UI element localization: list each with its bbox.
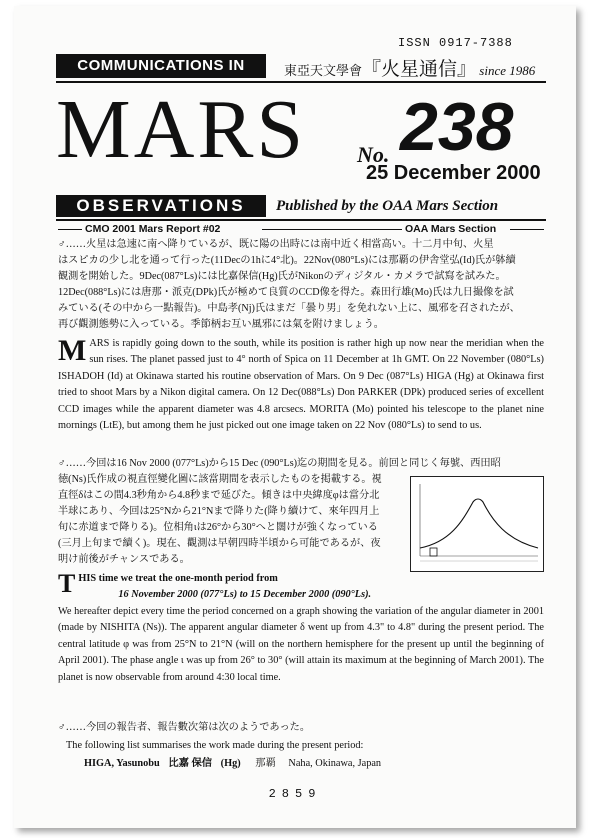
jp2-line: (三月上旬まで續く)。現在、觀測は早朝四時半頃から可能であるが、夜 [58, 538, 381, 549]
jp2-line: 直徑δはこの間4.3秒角から4.8秒まで延びた。傾きは中央緯度φは當分北 [58, 490, 380, 501]
jp1-line: 観測を開始した。9Dec(087°Ls)には比嘉保信(Hg)氏がNikonのディジタル・カメラで試寫を試みた。 [58, 271, 506, 282]
en2-lead: HIS time we treat the one-month period from [78, 573, 278, 584]
communications-banner: COMMUNICATIONS IN [56, 54, 266, 78]
observer-name-en: HIGA, Yasunobu [84, 758, 160, 769]
observer-entry [84, 756, 544, 772]
jp2-line: 明け前後がチャンスである。 [58, 554, 190, 565]
published-by: Published by the OAA Mars Section [276, 198, 499, 214]
issue-number: 238 [400, 89, 514, 165]
jp2-line: ♂‥‥‥今回は16 Nov 2000 (077°Ls)から15 Dec (090°Ls)迄の期間を見る。前回と同じく毎號、西田昭 [58, 458, 501, 469]
japanese-title [284, 54, 535, 81]
en3-text: The following list summarises the work made during the present period: [66, 740, 364, 751]
jp1-line: 12Dec(088°Ls)には唐那・派克(DPk)氏が極めて良質のCCD像を得た。森田行雄(Mo)氏は九日撮像を試 [58, 287, 514, 298]
en2-period: 16 November 2000 (077°Ls) to 15 December 2000 (090°Ls). [118, 589, 372, 601]
en2-text: We hereafter depict every time the period concerned on a graph showing the variation of the angular diameter in 2001 (made by NISHITA (Ns)). The apparent angular diameter δ went up from 4.3" to 4.8" during the present period. The central latitude φ was from 25°N to 21°N (will on the northern hemisphere for the present up until the beginning of April 2001). The phase angle ι was up from 26° to 30° (will attain its maximum at the beginning of March 2001). The planet is now observable from around 4:30 local time. [58, 606, 544, 683]
report-rule-middle [262, 229, 402, 230]
report-title: CMO 2001 Mars Report #02 [85, 223, 221, 235]
jp2-line: 半球にあり、今回は25°Nから21°Nまで降りた(降り續けて、來年四月上 [58, 506, 380, 517]
issue-no-label: No. [357, 142, 390, 167]
jp2-line: 旬に赤道まで降りる)。位相角ιは26°から30°へと闊けが強くなっている [58, 522, 378, 533]
en1-text: ARS is rapidly going down to the south, while its position is rather high up now near the meridian when the sun rises. The planet passed just to 4° north of Spica on 11 December at 1h GMT. On 22 November (080°Ls) ISHADOH (Id) at Okinawa started his routine observation of Mars. On 9 Dec (087°Ls) HIGA (Hg) at Okinawa first tried to shoot Mars by a Nikon digital camera. On 12 Dec(088°Ls) Don PARKER (DPk) produced series of excellent CCD images while the apparent diameter was 4.8 arcsecs. MORITA (Mo) pointed his telescope to the planet nine mornings (LtE), but among them he just picked out one image taken on 22 Nov (080°Ls) to send to us. [58, 338, 544, 432]
report-rule-right [510, 229, 544, 230]
jp2-line: 徳(Ns)氏作成の視直徑變化圖に該當期間を表示したものを掲載する。視 [58, 474, 382, 485]
english-paragraph-1 [58, 336, 544, 434]
dropcap-m: M [58, 334, 87, 367]
jp-org: 東亞天文學會 [284, 63, 363, 78]
english-paragraph-3 [66, 738, 544, 754]
english-paragraph-2 [58, 571, 544, 604]
observer-code: (Hg) [220, 758, 241, 769]
english-paragraph-2-body [58, 604, 544, 686]
report-section: OAA Mars Section [405, 223, 497, 235]
japanese-paragraph-3 [58, 720, 544, 736]
observer-name-jp: 比嘉 保信 [168, 758, 213, 769]
jp3-line: ♂‥‥‥今回の報告者、報告數次第は次のようであった。 [58, 722, 311, 733]
page-number: 2859 [268, 787, 322, 801]
observations-banner: OBSERVATIONS [56, 195, 266, 217]
japanese-paragraph-1 [58, 237, 544, 333]
jp-mag: 『火星通信』 [362, 59, 477, 80]
issn-label: ISSN 0917-7388 [398, 36, 513, 50]
graph-frame [411, 477, 544, 572]
observer-place-en: Naha, Okinawa, Japan [288, 758, 382, 769]
japanese-paragraph-2 [58, 488, 408, 568]
jp1-line: はスピカの少し北を通って行った(11Decの1hに4°北)。22Nov(080°Ls)には那覇の伊舎堂弘(Id)氏が躰續 [58, 255, 516, 266]
jp1-line: 再び觀測態勢に入っている。季節柄お互い風邪には氣を附けましょう。 [58, 319, 384, 330]
jp1-line: ♂‥‥‥火星は急速に南へ降りているが、既に陽の出時には南中近く相當高い。十二月中旬、火星 [58, 239, 494, 250]
since-label: since 1986 [479, 63, 536, 78]
observer-place-jp: 那覇 [255, 758, 276, 769]
angular-diameter-graph [410, 476, 544, 572]
jp1-line: みている(その中から一點報告)。中島孝(Nj)氏はまだ「曇り男」を免れない上に、風邪を召されたが、 [58, 303, 520, 314]
issue-date: 25 December 2000 [366, 162, 541, 184]
masthead-mars: MARS [56, 83, 307, 176]
dropcap-t: T [58, 569, 76, 598]
section-rule [56, 219, 546, 221]
report-rule-left [58, 229, 82, 230]
